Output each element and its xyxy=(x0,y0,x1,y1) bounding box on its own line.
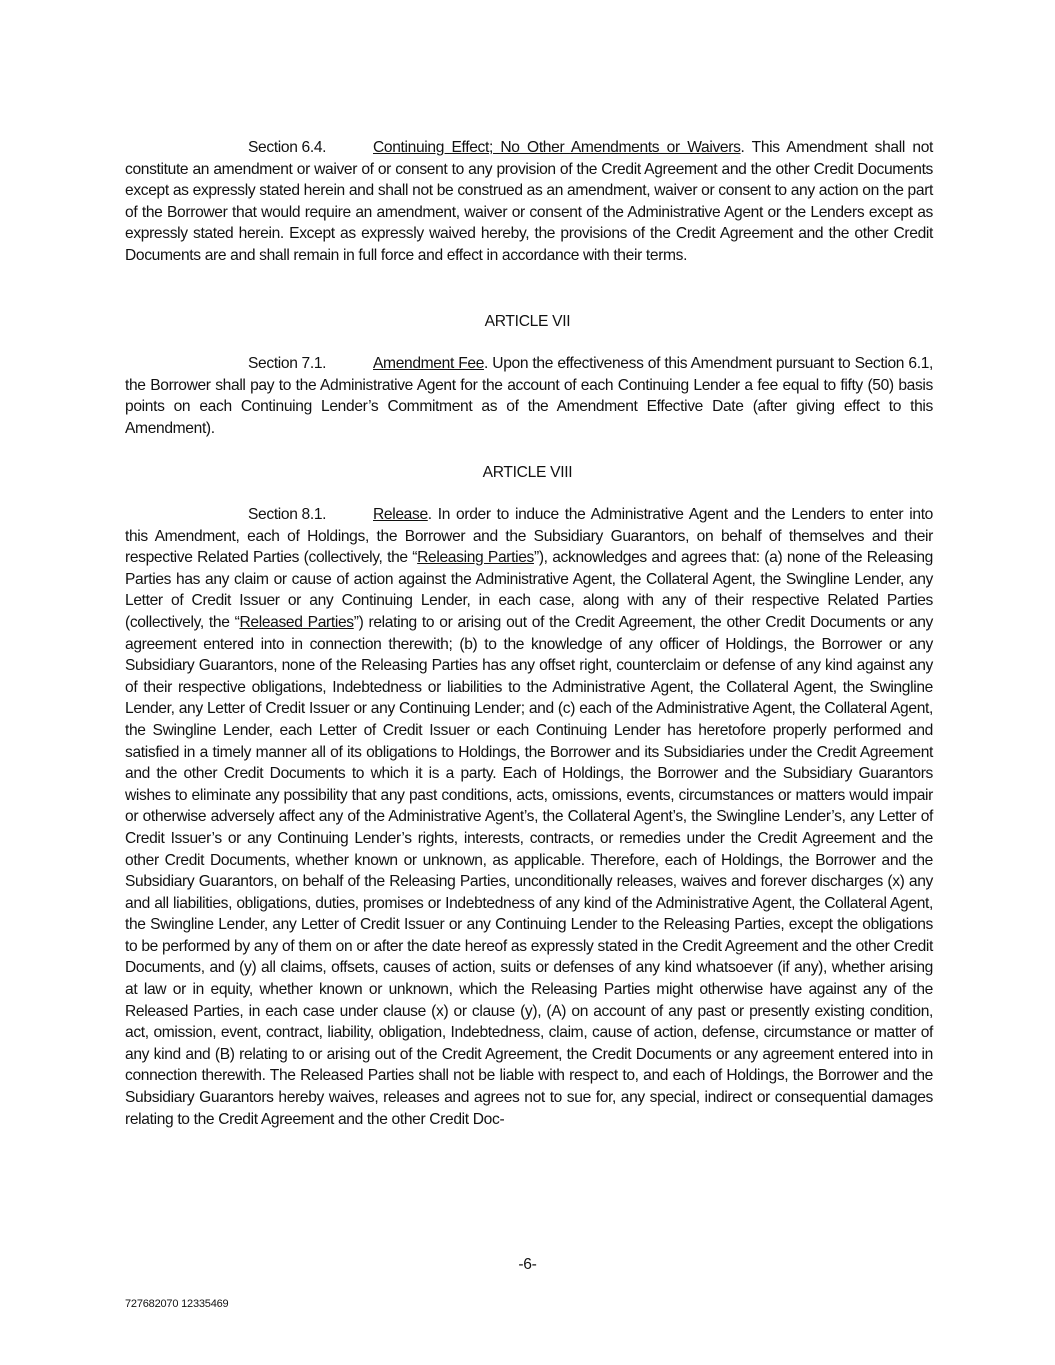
section-8-1-body-part-1: . In order to induce the Administrative Agent and the Lenders to enter into this Amendment, each of Holdings, the Borrower and the Subsidiary Guarantors, on behalf of themselves and their respective Related Parties (collectively, the “ xyxy=(125,506,933,567)
releasing-parties-term: Releasing Parties xyxy=(417,549,534,567)
section-8-1-body-part-2: ”), acknowledges and agrees that: (a) none of the Releasing Parties has any claim or cause of action against the Administrative Agent, the Collateral Agent, the Swingline Lender, any Letter of Credit Issuer or any Continuing Lender, in each case, along with any of their respective Related Parties (collectively, the “ xyxy=(125,549,933,631)
section-8-1-number: Section 8.1. xyxy=(248,506,327,523)
section-8-1-paragraph xyxy=(125,504,933,1130)
section-7-1-number: Section 7.1. xyxy=(248,355,327,372)
released-parties-term: Released Parties xyxy=(239,613,354,631)
section-6-4-heading: Continuing Effect; No Other Amendments or Waivers xyxy=(373,139,741,156)
section-7-1-body: . Upon the effectiveness of this Amendment pursuant to Section 6.1, the Borrower shall pay to the Administrative Agent for the account of each Continuing Lender a fee equal to fifty (50) basis points on each Continuing Lender’s Commitment as of the Amendment Effective Date (after giving effect to this Amendment). xyxy=(125,355,934,437)
section-8-1-body-part-3: ”) relating to or arising out of the Credit Agreement, the other Credit Documents or any agreement entered into in connection therewith; (b) to the knowledge of any officer of Holdings, the Borrower or any Subsidiary Guarantors, none of the Releasing Parties has any offset right, counterclaim or defense of any kind against any of their respective obligations, Indebtedness or liabilities to the Administrative Agent, the Collateral Agent, the Swingline Lender, any Letter of Credit Issuer or any Continuing Lender; and (c) each of the Administrative Agent, the Collateral Agent, the Swingline Lender, each Letter of Credit Issuer or each Continuing Lender has heretofore properly performed and satisfied in a timely manner all of its obligations to Holdings, the Borrower and its Subsidiaries under the Credit Agreement and the other Credit Documents to which it is a party. Each of Holdings, the Borrower and the Subsidiary Guarantors wishes to eliminate any possibility that any past conditions, acts, omissions, events, circumstances or matters would impair or otherwise adversely affect any of the Administrative Agent’s, the Collateral Agent’s, the Swingline Lender’s, any Letter of Credit Issuer’s or any Continuing Lender’s rights, interests, contracts, or remedies under the Credit Agreement and the other Credit Documents, whether known or unknown, as applicable. Therefore, each of Holdings, the Borrower and the Subsidiary Guarantors, on behalf of the Releasing Parties, unconditionally releases, waives and forever discharges (x) any and all liabilities, obligations, duties, promises or Indebtedness of any kind of the Administrative Agent, the Collateral Agent, the Swingline Lender, any Letter of Credit Issuer or any Continuing Lender to the Releasing Parties, except the obligations to be performed by any of them on or after the date hereof as expressly stated in the Credit Agreement and the other Credit Documents, and (y) all claims, offsets, causes of action, suits or defenses of any kind whatsoever (if any), whether arising at law or in equity, whether known or unknown, which the Releasing Parties might otherwise have against any of the Released Parties, in each case under clause (x) or clause (y), (A) on account of any past or presently existing condition, act, omission, event, contract, liability, obligation, Indebtedness, claim, cause of action, defense, circumstance or matter of any kind and (B) relating to or arising out of the Credit Agreement, the Credit Documents or any agreement entered into in connection therewith. The Released Parties shall not be liable with respect to, and each of Holdings, the Borrower and the Subsidiary Guarantors hereby waives, releases and agrees not to sue for, any special, indirect or consequential damages relating to the Credit Agreement and the other Credit Doc- xyxy=(125,613,933,1128)
article-vii-title: ARTICLE VII xyxy=(484,313,571,330)
section-6-4-paragraph xyxy=(125,137,933,267)
section-6-4-body: . This Amendment shall not constitute an amendment or waiver of or consent to any provision of the Credit Agreement and the other Credit Documents except as expressly stated herein and shall not be construed as an amendment, waiver or consent to any action on the part of the Borrower that would require an amendment, waiver or consent of the Administrative Agent or the Lenders except as expressly stated herein. Except as expressly waived hereby, the provisions of the Credit Agreement and the other Credit Documents are and shall remain in full force and effect in accordance with their terms. xyxy=(125,139,934,264)
article-viii-title: ARTICLE VIII xyxy=(482,464,573,481)
section-6-4-number: Section 6.4. xyxy=(248,139,327,156)
section-7-1-paragraph xyxy=(125,353,933,439)
document-id: 727682070 12335469 xyxy=(125,1298,229,1310)
page-number: -6- xyxy=(518,1256,537,1273)
section-7-1-heading: Amendment Fee xyxy=(373,355,485,372)
section-8-1-heading: Release xyxy=(373,506,428,523)
